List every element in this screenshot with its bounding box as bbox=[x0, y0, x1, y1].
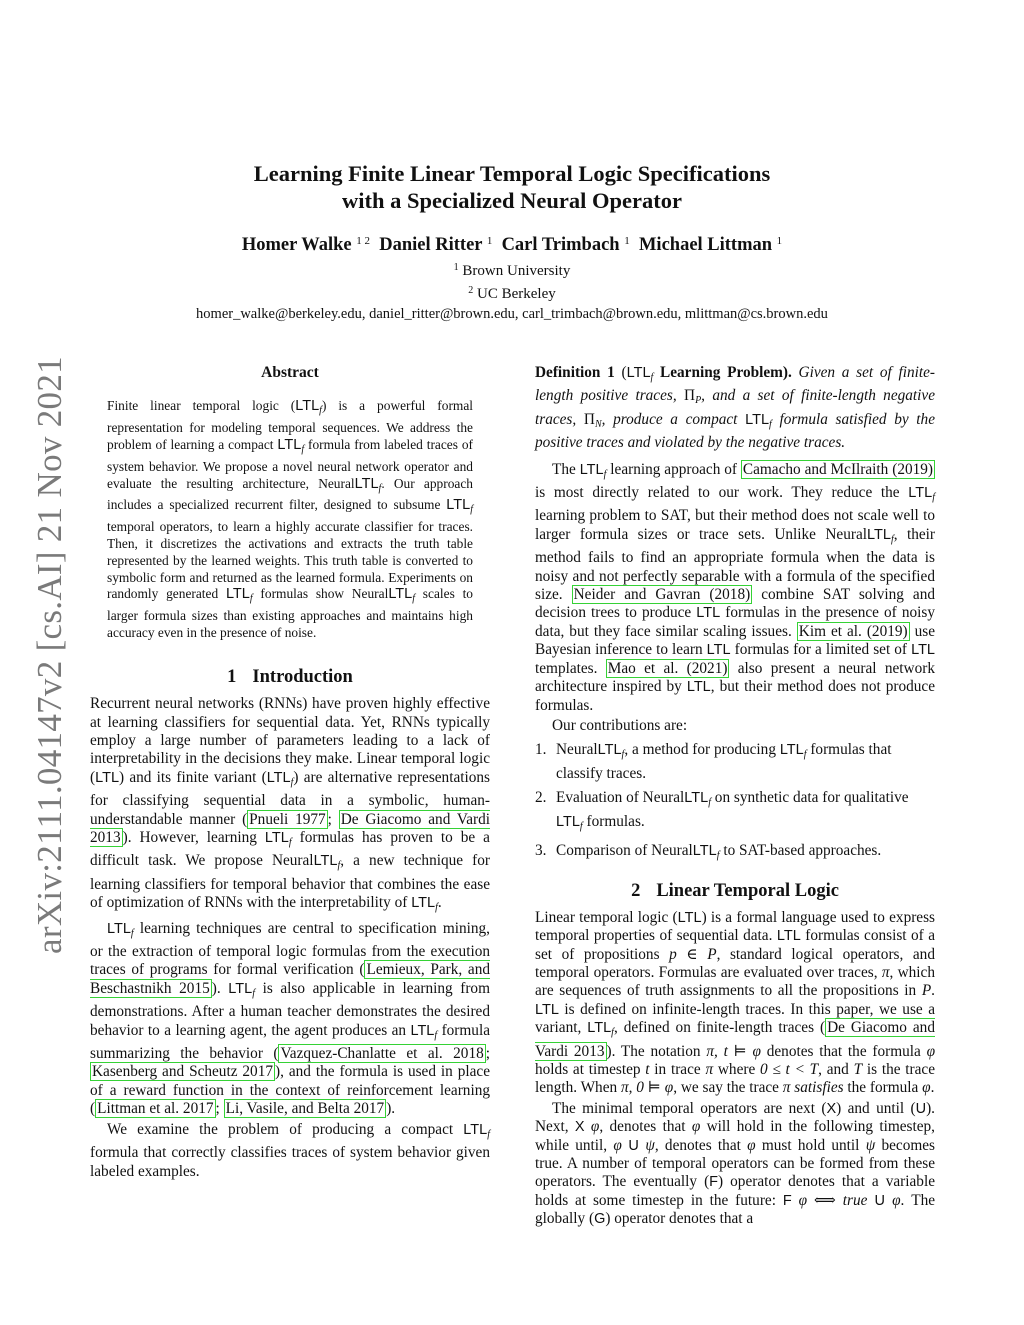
affiliation bbox=[90, 258, 934, 281]
author-affil: 1 bbox=[624, 235, 630, 247]
intro-paragraph-2: $LTL_f$ learning techniques are central to specification mining, or the extraction of temporal logic formulas from the execution traces of programs for formal verification ( Lemieux, Park, and Beschastnikh 2015 ). $LTL_f$ is also applicable in learning from demonstrations. After a human teacher demonstrates the desired behavior to a learning agent, the agent produces an $LTL_f$ formula summarizing the behavior ( Vazquez-Chanlatte et al. 2018 ; Kasenberg and Scheutz 2017 ), and the formula is used in place of a reward function in the context of reinforcement learning ( Littman et al. 2017 ; Li, Vasile, and Belta 2017 ). bbox=[90, 919, 490, 1118]
contributions-intro: Our contributions are: bbox=[552, 716, 688, 734]
author-affil: 1 bbox=[776, 235, 783, 247]
affil-name: UC Berkeley bbox=[477, 286, 556, 302]
section-heading-introduction: 1 Introduction bbox=[227, 666, 353, 687]
affil-name: Brown University bbox=[462, 263, 571, 279]
author-affil: 1 bbox=[486, 235, 493, 247]
citation-link[interactable]: Camacho and McIlraith (2019) bbox=[742, 460, 934, 478]
citation-link[interactable]: Lemieux, Park, and Beschastnikh 2015 bbox=[90, 961, 490, 997]
left-column bbox=[90, 360, 490, 1181]
paper-title-line-1: Learning Finite Linear Temporal Logic Specifications bbox=[253, 161, 771, 186]
citation-link[interactable]: Li, Vasile, and Belta 2017 bbox=[225, 1100, 385, 1118]
abstract-body: Finite linear temporal logic $(LTL_f)$ is a powerful formal representation for modeling temporal sequences. We address the problem of learning a compact $LTL_f$ formula from labeled traces of system behavior. We propose a novel neural network operator and evaluate the resulting architecture, NeuralLTL$_f$. Our approach includes a specialized recurrent filter, designed to subsume $LTL_f$ temporal operators, to learn a highly accurate classifier for traces. Then, it discretizes the activations and extracts the truth table represented by the learned weights. This truth table is converted to symbolic form and returned as the learned formula. Experiments on randomly generated $LTL_f$ formulas show NeuralLTL$_f$ scales to larger formula sizes than existing approaches and maintains high accuracy even in the presence of noise. bbox=[107, 398, 473, 640]
affil-mark: 1 bbox=[453, 262, 459, 273]
author-name: Homer Walke bbox=[241, 235, 352, 255]
paper-header bbox=[90, 160, 934, 324]
citation-link[interactable]: Neider and Gavran (2018) bbox=[573, 586, 751, 604]
intro-paragraph-1: Recurrent neural networks (RNNs) have proven highly effective at learning classifiers for sequential data. Yet, RNNs typically employ a large number of parameters leading to a lack of interpretability in the decisions they make. Linear temporal logic (LTL) and its finite variant $(LTL_f)$ are alternative representations for classifying sequential data in a symbolic, human-understandable manner ( Pnueli 1977 ; De Giacomo and Vardi 2013 ). However, learning $LTL_f$ formulas has proven to be a difficult task. We propose NeuralLTL$_f$, a new technique for learning classifiers for temporal behavior that combines the ease of optimization of RNNs with the interpretability of $LTL_f$. bbox=[90, 695, 490, 914]
citation-link[interactable]: Kasenberg and Scheutz 2017 bbox=[92, 1063, 274, 1081]
citation-link[interactable]: De Giacomo and Vardi 2013 bbox=[90, 810, 490, 847]
author-name: Daniel Ritter bbox=[379, 235, 483, 255]
related-work-paragraph: The $LTL_f$ learning approach of Camacho and McIlraith (2019) is most directly related to our work. They reduce the $LTL_f$ learning problem to SAT, but their method does not scale well to larger formula sizes or trace sets. Unlike NeuralLTL$_f$, their method fails to find an appropriate formula when the data is noisy and not perfectly separable with a formula of the specified size. Neider and Gavran (2018) combine SAT solving and decision trees to produce LTL formulas in the presence of noisy data, but they face similar scaling issues. Kim et al. (2019) use Bayesian inference to learn LTL formulas for a limited set of LTL templates. Mao et al. (2021) also present a neural network architecture inspired by LTL, but their method does not produce formulas. bbox=[535, 460, 936, 714]
list-item: 2. Evaluation of NeuralLTL$_f$ on synthetic data for qualitative $LTL_f$ formulas. bbox=[535, 789, 909, 832]
contributions-list bbox=[535, 741, 935, 865]
right-column bbox=[535, 364, 935, 1229]
citation-link[interactable]: Vazquez-Chanlatte et al. 2018 bbox=[280, 1045, 484, 1063]
paper-title-line-2: with a Specialized Neural Operator bbox=[342, 188, 682, 213]
citation-link[interactable]: Kim et al. (2019) bbox=[798, 622, 908, 640]
arxiv-identifier: arXiv:2111.04147v2 [cs.AI] 21 Nov 2021 bbox=[30, 356, 69, 954]
author-name: Carl Trimbach bbox=[501, 235, 620, 255]
affiliation bbox=[90, 281, 934, 304]
ltl-paragraph-2: The minimal temporal operators are next (X) and until (U). Next, X φ, denotes that φ will hold in the following timestep, while until, φ U ψ, denotes that φ must hold until ψ becomes true. A number of temporal operators can be formed from these operators. The eventually (F) operator denotes that a variable holds at some timestep in the future: F φ ⟺ true U φ. The globally (G) operator denotes that a bbox=[535, 1099, 936, 1228]
section-heading-linear-temporal-logic: 2 Linear Temporal Logic bbox=[631, 881, 839, 902]
intro-paragraph-3: We examine the problem of producing a compact $LTL_f$ formula that correctly classifies traces of system behavior given labeled examples. bbox=[90, 1120, 490, 1180]
citation-link[interactable]: Littman et al. 2017 bbox=[97, 1100, 214, 1118]
author-emails: homer_walke@berkeley.edu, daniel_ritter@brown.edu, carl_trimbach@brown.edu, mlittman@cs.brown.edu bbox=[196, 306, 828, 322]
author-affil: 1 2 bbox=[356, 235, 370, 247]
citation-link[interactable]: Mao et al. (2021) bbox=[607, 659, 728, 677]
ltl-paragraph-1: Linear temporal logic (LTL) is a formal language used to express temporal properties of sequential data. LTL formulas consist of a set of propositions p ∈ P, standard logical operators, and temporal operators. Formulas are evaluated over traces, π, which are sequences of truth assignments to all the propositions in P. LTL is defined on infinite-length traces. In this paper, we use a variant, $LTL_f$, defined on finite-length traces ( De Giacomo and Vardi 2013 ). The notation π, t ⊨ φ denotes that the formula φ holds at timestep t in trace π where 0 ≤ t < T, and T is the trace length. When π, 0 ⊨ φ, we say the trace π satisfies the formula φ. bbox=[535, 908, 936, 1097]
author-name: Michael Littman bbox=[638, 235, 773, 255]
author-list bbox=[90, 228, 934, 258]
citation-link[interactable]: De Giacomo and Vardi 2013 bbox=[535, 1019, 935, 1060]
affil-mark: 2 bbox=[468, 285, 474, 296]
citation-link[interactable]: Pnueli 1977 bbox=[249, 810, 326, 828]
list-item: 3. Comparison of NeuralLTL$_f$ to SAT-based approaches. bbox=[535, 841, 882, 861]
definition-block: Definition 1 ($LTL_f$ Learning Problem). Given a set of finite-length positive traces, $\Pi_P$, and a set of finite-length negative traces, $\Pi_N$, produce a compact $LTL_f$ formula satisfied by the positive traces and violated by the negative traces. bbox=[535, 364, 935, 452]
abstract-heading: Abstract bbox=[261, 364, 319, 381]
list-item: 1. NeuralLTL$_f$, a method for producing $LTL_f$ formulas that classify traces. bbox=[535, 741, 892, 782]
